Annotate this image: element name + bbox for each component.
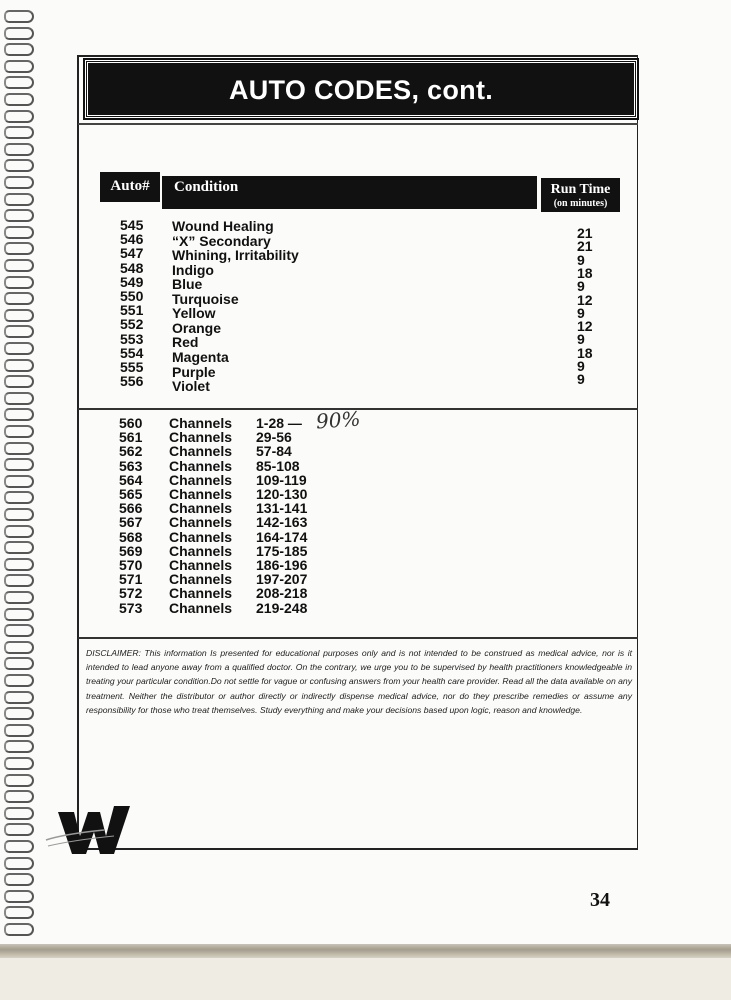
condition-auto-number: 556 xyxy=(120,373,144,390)
run-time-value: 9 xyxy=(577,304,585,321)
binding-coil xyxy=(4,774,34,787)
condition-auto-number: 548 xyxy=(120,259,144,276)
condition-name: Indigo xyxy=(172,261,214,278)
binding-coil xyxy=(4,375,34,388)
channel-label: Channels xyxy=(169,500,233,517)
binding-coil xyxy=(4,325,34,338)
condition-name: Turquoise xyxy=(172,290,239,307)
binding-coil xyxy=(4,840,34,853)
binding-coil xyxy=(4,60,34,73)
binding-coil xyxy=(4,857,34,870)
page-frame xyxy=(77,55,638,850)
publisher-logo xyxy=(44,800,134,860)
binding-coil xyxy=(4,159,34,172)
binding-coil xyxy=(4,707,34,720)
condition-auto-number: 553 xyxy=(120,330,144,347)
run-time-value: 12 xyxy=(577,318,593,335)
channel-label: Channels xyxy=(169,571,233,588)
channel-auto-number: 571 xyxy=(119,571,143,588)
binding-coil xyxy=(4,624,34,637)
condition-name: Purple xyxy=(172,363,216,380)
condition-name: Magenta xyxy=(172,348,229,365)
binding-coil xyxy=(4,342,34,355)
binding-coil xyxy=(4,193,34,206)
channel-label: Channels xyxy=(169,415,233,431)
channel-label: Channels xyxy=(169,457,233,474)
condition-name: “X” Secondary xyxy=(172,232,271,249)
channel-auto-number: 572 xyxy=(119,585,143,602)
run-time-label: Run Time xyxy=(550,182,611,197)
binding-coil xyxy=(4,807,34,820)
binding-coil xyxy=(4,43,34,56)
binding-coil xyxy=(4,491,34,504)
binding-coil xyxy=(4,757,34,770)
binding-coil xyxy=(4,392,34,405)
channel-range: 109-119 xyxy=(256,471,307,488)
binding-coil xyxy=(4,309,34,322)
channel-label: Channels xyxy=(169,429,233,446)
logo-letter: W xyxy=(44,800,45,801)
channel-range: 57-84 xyxy=(256,443,292,460)
title-divider xyxy=(78,123,638,125)
binding-coil xyxy=(4,790,34,803)
binding-coil xyxy=(4,641,34,654)
run-time-unit: (on minutes) xyxy=(553,198,608,209)
channel-label: Channels xyxy=(169,443,233,460)
binding-coil xyxy=(4,259,34,272)
binding-coil xyxy=(4,591,34,604)
binding-coil xyxy=(4,442,34,455)
run-time-value: 18 xyxy=(577,344,593,361)
channel-range: 142-163 xyxy=(256,514,308,531)
binding-coil xyxy=(4,740,34,753)
channel-label: Channels xyxy=(169,486,233,502)
binding-coil xyxy=(4,873,34,886)
channel-range: 1-28 — xyxy=(256,415,302,431)
binding-coil xyxy=(4,458,34,471)
binding-coil xyxy=(4,242,34,255)
binding-coil xyxy=(4,608,34,621)
condition-auto-number: 554 xyxy=(120,344,144,361)
binding-coil xyxy=(4,906,34,919)
condition-auto-number: 545 xyxy=(120,217,144,233)
next-page-edge xyxy=(0,958,731,1000)
channel-range: 175-185 xyxy=(256,542,308,559)
channel-auto-number: 570 xyxy=(119,557,143,573)
column-header-auto: Auto# xyxy=(100,172,160,202)
channel-label: Channels xyxy=(169,528,233,545)
page-bottom-edge xyxy=(0,944,731,958)
binding-coil xyxy=(4,657,34,670)
condition-name: Whining, Irritability xyxy=(172,247,299,264)
channel-range: 197-207 xyxy=(256,571,308,588)
binding-coil xyxy=(4,541,34,554)
channel-range: 29-56 xyxy=(256,429,292,446)
channel-auto-number: 561 xyxy=(119,429,143,446)
channel-label: Channels xyxy=(169,557,233,573)
binding-coil xyxy=(4,126,34,139)
run-time-value: 9 xyxy=(577,371,585,388)
condition-auto-number: 547 xyxy=(120,245,144,262)
binding-coil xyxy=(4,276,34,289)
channel-auto-number: 573 xyxy=(119,599,143,616)
run-time-value: 21 xyxy=(577,225,593,241)
channel-auto-number: 569 xyxy=(119,542,143,559)
run-time-value: 9 xyxy=(577,331,585,348)
binding-coil xyxy=(4,823,34,836)
binding-coil xyxy=(4,724,34,737)
condition-name: Violet xyxy=(172,378,210,395)
binding-coil xyxy=(4,93,34,106)
binding-coil xyxy=(4,558,34,571)
channel-range: 208-218 xyxy=(256,585,308,602)
binding-coil xyxy=(4,574,34,587)
channel-auto-number: 563 xyxy=(119,457,143,474)
condition-auto-number: 549 xyxy=(120,273,144,290)
condition-auto-number: 555 xyxy=(120,359,144,375)
binding-coil xyxy=(4,176,34,189)
binding-coil xyxy=(4,890,34,903)
channel-auto-number: 562 xyxy=(119,443,143,460)
spiral-binding xyxy=(0,0,40,950)
channel-label: Channels xyxy=(169,599,233,616)
run-time-value: 9 xyxy=(577,251,585,268)
channel-range: 120-130 xyxy=(256,486,308,502)
channel-range: 164-174 xyxy=(256,528,308,545)
page-title: AUTO CODES, cont. xyxy=(228,75,494,105)
condition-auto-number: 546 xyxy=(120,231,144,248)
binding-coil xyxy=(4,226,34,239)
condition-auto-number: 552 xyxy=(120,316,144,333)
run-time-value: 9 xyxy=(577,278,585,295)
condition-name: Yellow xyxy=(172,305,216,322)
channel-auto-number: 564 xyxy=(119,471,143,488)
handwritten-note: 90% xyxy=(315,406,362,434)
binding-coil xyxy=(4,408,34,421)
channel-range: 131-141 xyxy=(256,500,308,517)
disclaimer-divider xyxy=(78,637,638,639)
channel-auto-number: 567 xyxy=(119,514,143,531)
condition-auto-number: 550 xyxy=(120,288,144,304)
condition-name: Red xyxy=(172,334,199,351)
binding-coil xyxy=(4,110,34,123)
binding-coil xyxy=(4,475,34,488)
binding-coil xyxy=(4,76,34,89)
page-number: 34 xyxy=(590,889,610,911)
channel-label: Channels xyxy=(169,471,233,488)
binding-coil xyxy=(4,209,34,222)
channel-auto-number: 566 xyxy=(119,500,143,517)
run-time-value: 18 xyxy=(577,264,593,281)
binding-coil xyxy=(4,691,34,704)
channel-label: Channels xyxy=(169,585,233,602)
condition-name: Wound Healing xyxy=(172,218,274,234)
binding-coil xyxy=(4,674,34,687)
channel-auto-number: 568 xyxy=(119,528,143,545)
channel-auto-number: 560 xyxy=(119,415,143,431)
condition-name: Blue xyxy=(172,276,203,293)
column-header-condition: Condition xyxy=(162,176,537,209)
condition-name: Orange xyxy=(172,319,222,336)
title-bar xyxy=(85,60,637,118)
binding-coil xyxy=(4,143,34,156)
binding-coil xyxy=(4,27,34,40)
binding-coil xyxy=(4,425,34,438)
condition-auto-number: 551 xyxy=(120,302,144,319)
binding-coil xyxy=(4,292,34,305)
run-time-value: 12 xyxy=(577,291,593,308)
run-time-value: 21 xyxy=(577,238,593,255)
channel-range: 219-248 xyxy=(256,599,308,616)
channel-auto-number: 565 xyxy=(119,486,143,502)
binding-coil xyxy=(4,359,34,372)
channel-range: 186-196 xyxy=(256,557,308,573)
binding-coil xyxy=(4,923,34,936)
binding-coil xyxy=(4,508,34,521)
run-time-value: 9 xyxy=(577,358,585,374)
channel-label: Channels xyxy=(169,542,233,559)
channel-label: Channels xyxy=(169,514,233,531)
column-header-run-time xyxy=(541,178,620,212)
disclaimer-text: DISCLAIMER: This information Is presented for educational purposes only and is not intended to be construed as medical advice, nor is it intended to lead anyone away from a qualified doctor. On the contrary, we urge you to be supervised by health practitioners knowledgeable in treating your particular condition.Do not settle for vague or confusing answers from your health care provider. Read all the data available on any treatment. Neither the distributor or author directly or indirectly dispense medical advice, nor do they prescribe remedies or assume any responsibility for those who treat themselves. Study everything and make your decisions based upon logic, reason and knowledge. xyxy=(86,648,632,715)
channel-range: 85-108 xyxy=(256,457,300,474)
binding-coil xyxy=(4,10,34,23)
binding-coil xyxy=(4,525,34,538)
